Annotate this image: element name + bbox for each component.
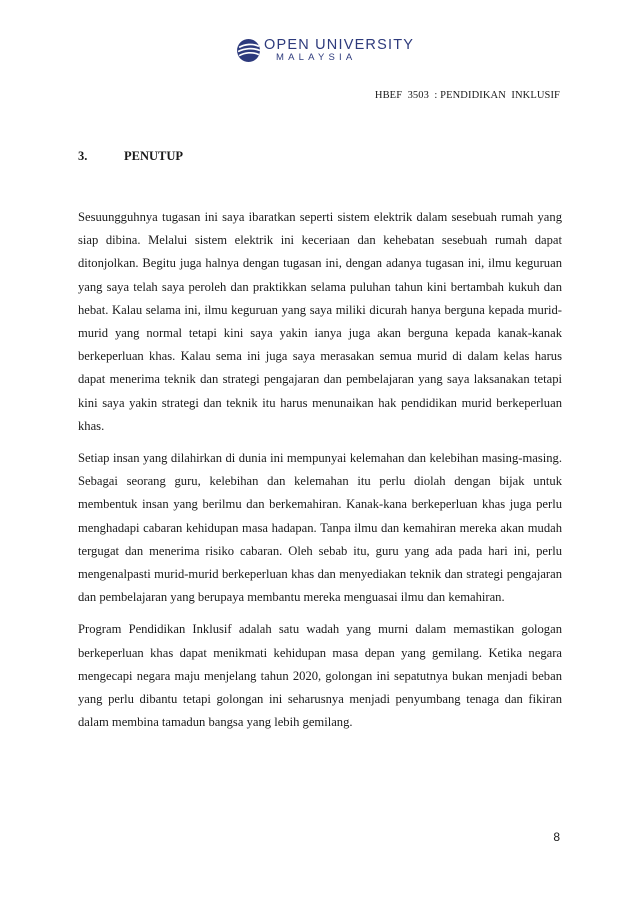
- section-heading: [78, 149, 183, 164]
- paragraph: Program Pendidikan Inklusif adalah satu wadah yang murni dalam memastikan gologan berkeperluan khas dapat menikmati kehidupan masa depan yang gemilang. Ketika negara mengecapi negara maju menjelang tahun 2020, golongan ini sepatutnya bukan menjadi beban yang perlu dibantu tetapi golongan ini seharusnya menjadi penyumbang tenaga dan fikiran dalam membina tamadun bangsa yang lebih gemilang.: [78, 622, 562, 730]
- university-logo: [236, 36, 416, 66]
- section-title: PENUTUP: [124, 149, 184, 163]
- logo-line-2: MALAYSIA: [276, 52, 357, 63]
- logo-line-1: OPEN UNIVERSITY: [264, 37, 415, 53]
- page-number: 8: [553, 830, 560, 844]
- globe-icon: [236, 38, 261, 63]
- running-header: HBEF 3503 : PENDIDIKAN INKLUSIF: [374, 90, 560, 101]
- paragraph: Setiap insan yang dilahirkan di dunia ini mempunyai kelemahan dan kelebihan masing-masing. Sebagai seorang guru, kelebihan dan kelemahan itu perlu diolah dengan bijak untuk membentuk insan yang berilmu dan berkemahiran. Kanak-kana berkeperluan khas juga perlu menghadapi cabaran kehidupan masa hadapan. Tanpa ilmu dan kemahiran mereka akan mudah tergugat dan menerima risiko cabaran. Oleh sebab itu, guru yang ada pada hari ini, perlu mengenalpasti murid-murid berkeperluan khas dan menyediakan teknik dan strategi pengajaran dan pembelajaran yang berupaya membantu mereka menguasai ilmu dan kemahiran.: [78, 451, 562, 605]
- paragraph: Sesuungguhnya tugasan ini saya ibaratkan seperti sistem elektrik dalam sesebuah rumah yang siap dibina. Melalui sistem elektrik ini keceriaan dan kehebatan sesebuah rumah dapat ditonjolkan. Begitu juga halnya dengan tugasan ini, dengan adanya tugasan ini, ilmu keguruan yang saya telah saya peroleh dan praktikkan selama puluhan tahun kini bertambah kukuh dan hebat. Kalau selama ini, ilmu keguruan yang saya miliki dicurah hanya berguna kepada murid-murid yang normal tetapi kini saya yakin ianya juga akan berguna kepada kanak-kanak berkeperluan khas. Kalau sema ini juga saya merasakan semua murid di dalam kelas harus dapat menerima teknik dan strategi pengajaran dan pembelajaran yang saya laksanakan tetapi kini saya yakin strategi dan teknik itu harus menunaikan hak pendidikan murid berkeperluan khas.: [78, 210, 562, 433]
- body-text: [78, 206, 562, 743]
- section-number: 3.: [78, 149, 88, 163]
